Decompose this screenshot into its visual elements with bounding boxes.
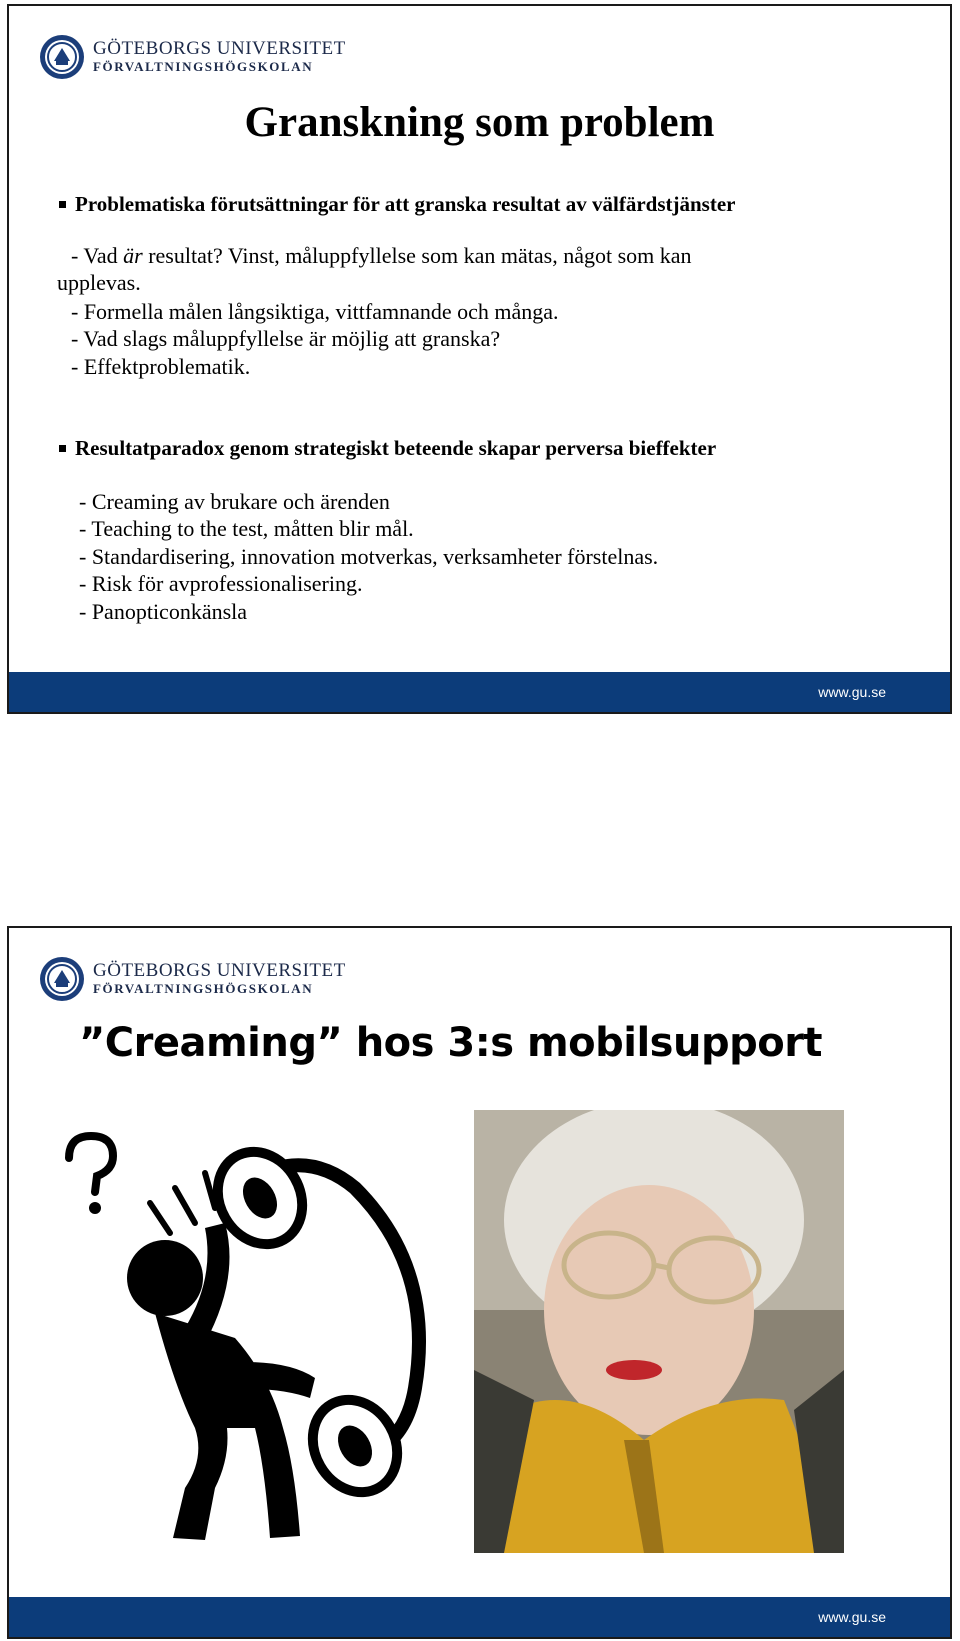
bullet-heading <box>59 192 736 217</box>
bullet-line: - Teaching to the test, måtten blir mål. <box>79 516 414 541</box>
slide-title: ”Creaming” hos 3:s mobilsupport <box>79 1020 823 1066</box>
bullet-heading-text: Resultatparadox genom strategiskt beteende skapar perversa bieffekter <box>75 436 717 460</box>
bullet-line: - Panopticonkänsla <box>79 599 248 624</box>
school-name: FÖRVALTNINGSHÖGSKOLAN <box>93 981 314 996</box>
bullet-line: - Effektproblematik. <box>71 354 251 379</box>
footer-bar <box>9 1597 950 1637</box>
university-seal-icon <box>39 956 85 1002</box>
slide-2 <box>7 926 952 1639</box>
slide-title: Granskning som problem <box>244 99 715 146</box>
university-logo <box>39 956 346 1002</box>
elderly-woman-photo <box>474 1110 844 1553</box>
bullet-line: - Vad är resultat? Vinst, måluppfyllelse som kan mätas, något som kan <box>71 243 692 268</box>
school-name: FÖRVALTNINGSHÖGSKOLAN <box>93 59 314 74</box>
bullet-line: - Standardisering, innovation motverkas, verksamheter förstelnas. <box>79 544 659 569</box>
bullet-line: upplevas. <box>57 270 141 295</box>
bullet-heading-text: Problematiska förutsättningar för att granska resultat av välfärdstjänster <box>75 192 736 216</box>
university-name: GÖTEBORGS UNIVERSITET <box>93 38 346 59</box>
university-name: GÖTEBORGS UNIVERSITET <box>93 960 346 981</box>
slide-1 <box>7 4 952 714</box>
university-seal-icon <box>39 34 85 80</box>
bullet-square-icon <box>59 201 66 208</box>
university-logo <box>39 34 346 80</box>
bullet-line: - Vad slags måluppfyllelse är möjlig att granska? <box>71 326 501 351</box>
footer-url[interactable]: www.gu.se <box>818 1609 886 1625</box>
bullet-line: - Creaming av brukare och ärenden <box>79 489 390 514</box>
bullet-square-icon <box>59 445 66 452</box>
footer-url[interactable]: www.gu.se <box>818 684 886 700</box>
footer-bar <box>9 672 950 712</box>
bullet-line: - Formella målen långsiktiga, vittfamnande och många. <box>71 299 559 324</box>
bullet-heading <box>59 436 716 461</box>
bullet-line: - Risk för avprofessionalisering. <box>79 571 363 596</box>
confused-phone-figure-icon <box>55 1128 445 1548</box>
